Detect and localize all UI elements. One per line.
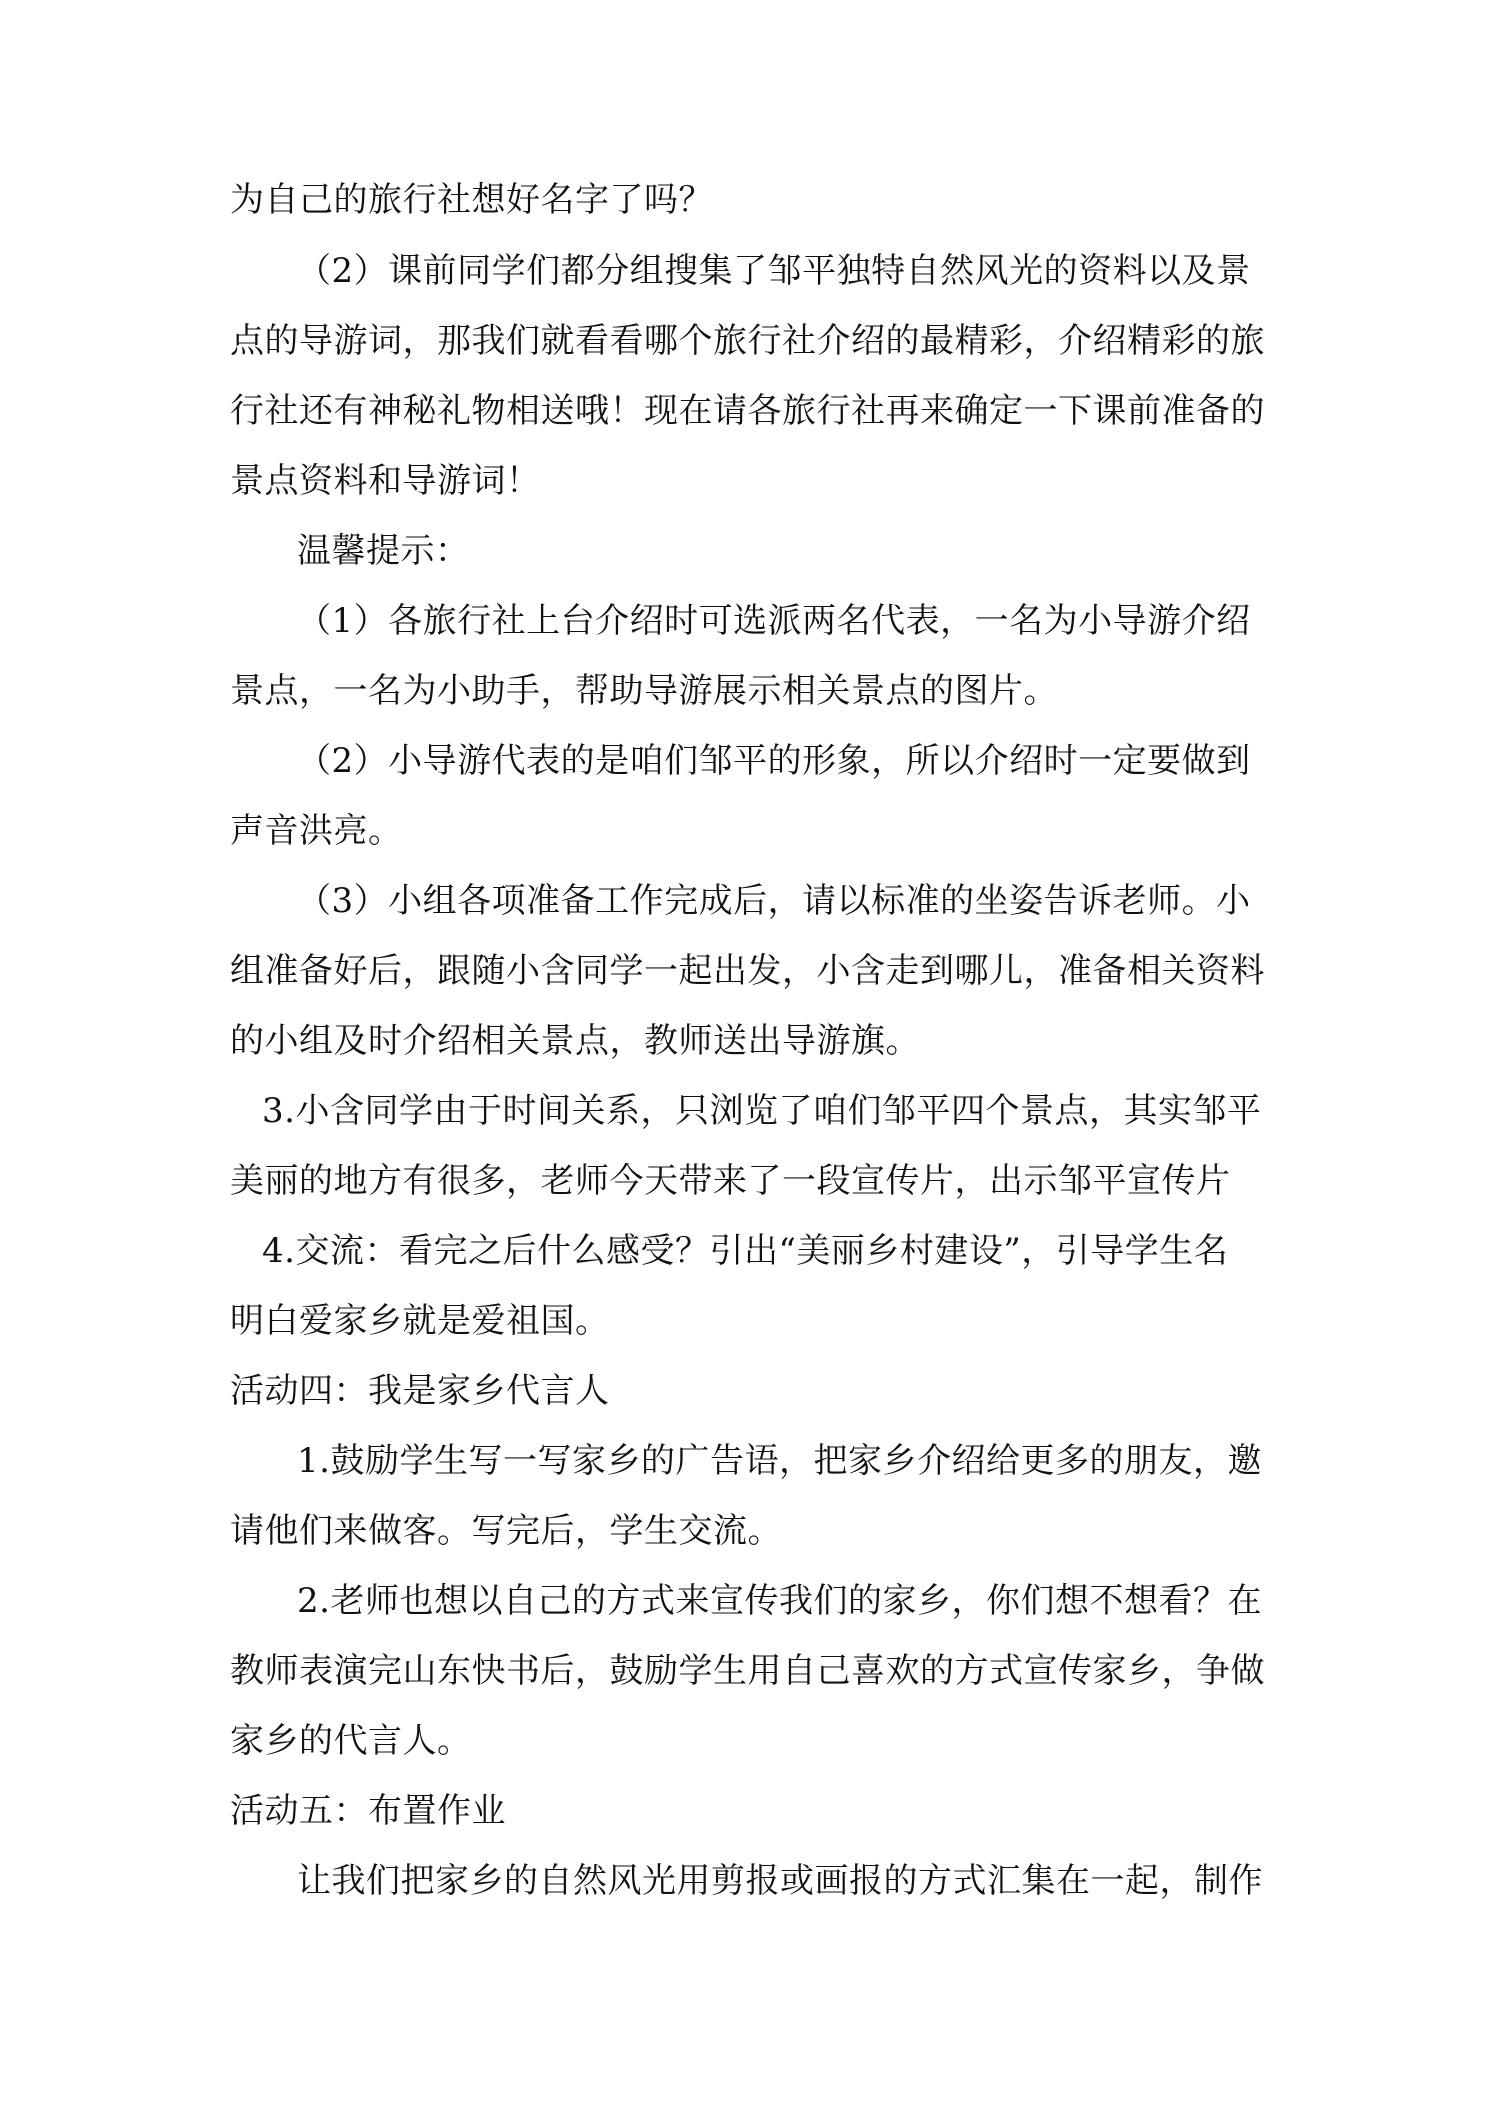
text-line: 请他们来做客。写完后，学生交流。: [230, 1511, 782, 1551]
text-line: 声音洪亮。: [230, 811, 403, 851]
text-line: 明白爱家乡就是爱祖国。: [230, 1301, 610, 1341]
text-line: 为自己的旅行社想好名字了吗？: [230, 180, 713, 220]
text-line: 1.鼓励学生写一写家乡的广告语，把家乡介绍给更多的朋友，邀: [297, 1441, 1262, 1481]
text-line: 3.小含同学由于时间关系，只浏览了咱们邹平四个景点，其实邹平: [262, 1091, 1262, 1131]
text-line: 让我们把家乡的自然风光用剪报或画报的方式汇集在一起，制作: [297, 1861, 1263, 1901]
text-line: 组准备好后，跟随小含同学一起出发，小含走到哪儿，准备相关资料: [230, 951, 1265, 991]
text-line: 教师表演完山东快书后，鼓励学生用自己喜欢的方式宣传家乡，争做: [230, 1651, 1265, 1691]
text-line: 行社还有神秘礼物相送哦！现在请各旅行社再来确定一下课前准备的: [230, 391, 1265, 431]
text-line: 温馨提示：: [297, 531, 470, 571]
text-line: 美丽的地方有很多，老师今天带来了一段宣传片，出示邹平宣传片: [230, 1161, 1231, 1201]
text-line: （2）小导游代表的是咱们邹平的形象，所以介绍时一定要做到: [297, 741, 1251, 781]
section-heading: 活动五：布置作业: [230, 1791, 506, 1831]
text-line: （3）小组各项准备工作完成后，请以标准的坐姿告诉老师。小: [297, 881, 1251, 921]
text-line: 点的导游词，那我们就看看哪个旅行社介绍的最精彩，介绍精彩的旅: [230, 321, 1265, 361]
text-line: （2）课前同学们都分组搜集了邹平独特自然风光的资料以及景: [297, 251, 1251, 291]
text-line: 的小组及时介绍相关景点，教师送出导游旗。: [230, 1021, 920, 1061]
text-line: 4.交流：看完之后什么感受？引出“美丽乡村建设”，引导学生名: [262, 1231, 1229, 1271]
text-line: 2.老师也想以自己的方式来宣传我们的家乡，你们想不想看？在: [297, 1581, 1262, 1621]
text-line: 景点资料和导游词！: [230, 461, 541, 501]
text-line: （1）各旅行社上台介绍时可选派两名代表，一名为小导游介绍: [297, 601, 1251, 641]
text-line: 景点，一名为小助手，帮助导游展示相关景点的图片。: [230, 671, 1058, 711]
text-line: 家乡的代言人。: [230, 1721, 472, 1761]
section-heading: 活动四：我是家乡代言人: [230, 1371, 610, 1411]
